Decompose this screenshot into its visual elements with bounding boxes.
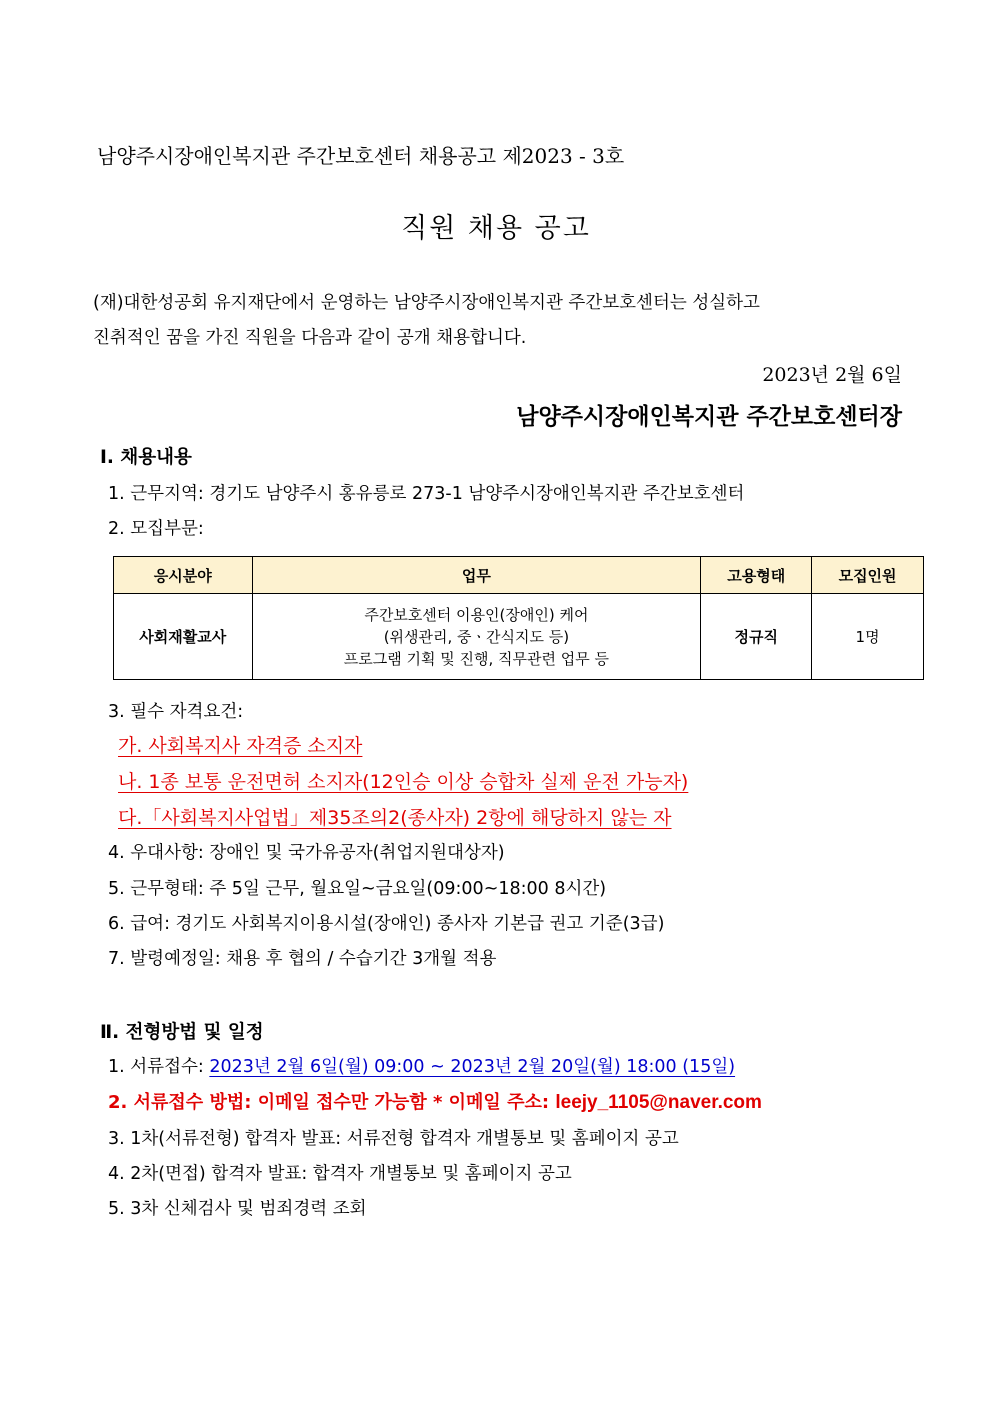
section-2-heading: Ⅱ. 전형방법 및 일정: [100, 1022, 264, 1043]
application-period-value: 2023년 2월 6일(월) 09:00 ~ 2023년 2월 20일(월) 18:00 (15일): [209, 1057, 736, 1077]
second-round-announcement: 4. 2차(면접) 합격자 발표: 합격자 개별통보 및 홈페이지 공고: [108, 1164, 572, 1184]
org-signature: 남양주시장애인복지관 주간보호센터장: [516, 403, 902, 430]
work-type-item: 5. 근무형태: 주 5일 근무, 월요일~금요일(09:00~18:00 8시간): [108, 879, 607, 899]
requirements-label: 3. 필수 자격요건:: [108, 702, 244, 722]
intro-line-2: 진취적인 꿈을 가진 직원을 다음과 같이 공개 채용합니다.: [93, 328, 527, 348]
col-header-count: 모집인원: [812, 557, 924, 594]
application-period: [108, 1053, 735, 1078]
recruit-table: [113, 556, 924, 680]
application-period-label: 1. 서류접수:: [108, 1057, 210, 1077]
cell-employment: 정규직: [701, 594, 812, 680]
intro-line-1: (재)대한성공회 유지재단에서 운영하는 남양주시장애인복지관 주간보호센터는 성실하고: [93, 293, 760, 313]
cell-duty: [252, 594, 701, 680]
cell-field: 사회재활교사: [114, 594, 253, 680]
table-header-row: [114, 557, 924, 594]
email-address-link[interactable]: leejy_1105@naver.com: [555, 1092, 762, 1113]
duty-line: 프로그램 기획 및 진행, 직무관련 업무 등: [343, 649, 610, 668]
notice-number-header: 남양주시장애인복지관 주간보호센터 채용공고 제2023 - 3호: [97, 144, 625, 168]
work-location: 1. 근무지역: 경기도 남양주시 홍유릉로 273-1 남양주시장애인복지관 주간보호센터: [108, 484, 745, 504]
page-title: 직원 채용 공고: [401, 213, 591, 244]
cell-count: 1명: [812, 594, 924, 680]
col-header-duty: 업무: [252, 557, 701, 594]
section-1-heading: Ⅰ. 채용내용: [100, 447, 192, 468]
requirement-item: 나. 1종 보통 운전면허 소지자(12인승 이상 승합차 실제 운전 가능자): [118, 771, 689, 793]
notice-date: 2023년 2월 6일: [762, 364, 902, 386]
third-round-check: 5. 3차 신체검사 및 범죄경력 조회: [108, 1199, 367, 1219]
duty-line: 주간보호센터 이용인(장애인) 케어: [364, 605, 589, 624]
recruit-category-label: 2. 모집부문:: [108, 519, 204, 539]
duty-line: (위생관리, 중ㆍ간식지도 등): [383, 627, 570, 646]
appointment-item: 7. 발령예정일: 채용 후 협의 / 수습기간 3개월 적용: [108, 949, 497, 969]
col-header-employment: 고용형태: [701, 557, 812, 594]
col-header-field: 응시분야: [114, 557, 253, 594]
salary-item: 6. 급여: 경기도 사회복지이용시설(장애인) 종사자 기본급 권고 기준(3급): [108, 914, 665, 934]
application-method-label: 2. 서류접수 방법: 이메일 접수만 가능함 * 이메일 주소:: [108, 1092, 556, 1113]
requirement-item: 가. 사회복지사 자격증 소지자: [118, 735, 363, 757]
requirement-item: 다.「사회복지사업법」제35조의2(종사자) 2항에 해당하지 않는 자: [118, 807, 672, 829]
first-round-announcement: 3. 1차(서류전형) 합격자 발표: 서류전형 합격자 개별통보 및 홈페이지 공고: [108, 1129, 679, 1149]
table-row: [114, 594, 924, 680]
preference-item: 4. 우대사항: 장애인 및 국가유공자(취업지원대상자): [108, 843, 505, 863]
application-method: [108, 1088, 762, 1114]
